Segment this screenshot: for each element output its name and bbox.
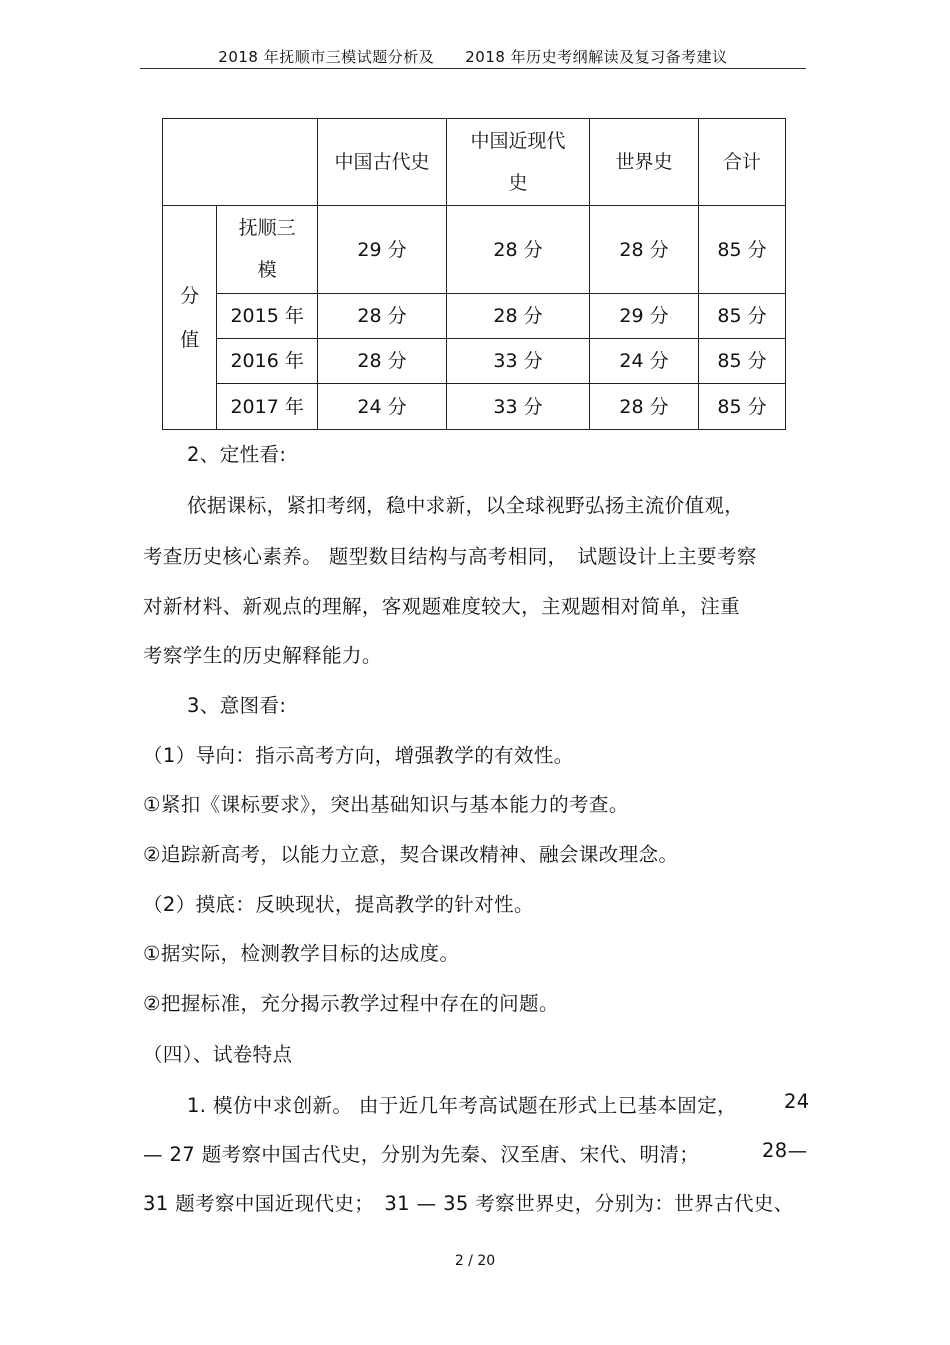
table-cell: 85 分 xyxy=(699,384,786,430)
row-label xyxy=(217,206,318,294)
table-cell: 29 分 xyxy=(590,294,699,339)
table-cell: 28 分 xyxy=(447,294,590,339)
table-cell: 24 分 xyxy=(318,384,447,430)
section-heading: 3、意图看: xyxy=(187,694,287,717)
page-number: 2 / 20 xyxy=(454,1253,496,1269)
table-cell: 28 分 xyxy=(590,384,699,430)
table-cell: 24 分 xyxy=(590,339,699,384)
table-cell: 85 分 xyxy=(699,339,786,384)
paragraph-line-tail: 28— xyxy=(762,1139,808,1162)
list-item: ①紧扣《课标要求》，突出基础知识与基本能力的考查。 xyxy=(143,793,629,816)
table-cell: 28 分 xyxy=(318,294,447,339)
paragraph-line: — 27 题考察中国古代史，分别为先秦、汉至唐、宋代、明清； xyxy=(143,1143,700,1166)
row-label: 2015 年 xyxy=(217,294,318,339)
running-header: 2018 年抚顺市三模试题分析及 2018 年历史考纲解读及复习备考建议 xyxy=(218,48,728,66)
row-group-label xyxy=(163,206,217,430)
paragraph-line: 考察学生的历史解释能力。 xyxy=(143,644,382,667)
column-header: 世界史 xyxy=(590,119,699,206)
column-header: 中国古代史 xyxy=(318,119,447,206)
header-rule xyxy=(140,68,806,69)
paragraph-line: 考查历史核心素养。 题型数目结构与高考相同， 试题设计上主要考察 xyxy=(143,545,757,568)
table-cell: 33 分 xyxy=(447,339,590,384)
list-item: （2）摸底：反映现状，提高教学的针对性。 xyxy=(143,893,534,916)
row-label-text: 抚顺三模 xyxy=(238,217,296,281)
section-heading: （四）、试卷特点 xyxy=(143,1043,293,1066)
paragraph-line-tail: 24 xyxy=(784,1090,810,1113)
row-label: 2017 年 xyxy=(217,384,318,430)
list-item: ②追踪新高考，以能力立意，契合课改精神、融会课改理念。 xyxy=(143,843,679,866)
list-item: （1）导向：指示高考方向，增强教学的有效性。 xyxy=(143,744,574,767)
column-header-text: 中国近现代史 xyxy=(470,129,566,194)
table-row xyxy=(163,206,786,294)
table-cell: 28 分 xyxy=(318,339,447,384)
list-item: ①据实际，检测教学目标的达成度。 xyxy=(143,942,460,965)
table-corner-cell xyxy=(163,119,318,206)
paragraph-line: 31 题考察中国近现代史； 31 — 35 考察世界史，分别为：世界古代史、 xyxy=(143,1192,794,1215)
column-header xyxy=(447,119,590,206)
score-table xyxy=(162,118,786,430)
paragraph-line: 对新材料、新观点的理解，客观题难度较大，主观题相对简单，注重 xyxy=(143,595,741,618)
paragraph-line: 1. 模仿中求创新。 由于近几年考高试题在形式上已基本固定， xyxy=(187,1094,738,1117)
table-header-row xyxy=(163,119,786,206)
table-cell: 33 分 xyxy=(447,384,590,430)
column-header: 合计 xyxy=(699,119,786,206)
section-heading: 2、定性看: xyxy=(187,443,287,466)
table-row xyxy=(163,339,786,384)
table-cell: 85 分 xyxy=(699,206,786,294)
table-cell: 85 分 xyxy=(699,294,786,339)
table-cell: 29 分 xyxy=(318,206,447,294)
table-row xyxy=(163,294,786,339)
table-cell: 28 分 xyxy=(590,206,699,294)
row-group-label-text: 分值 xyxy=(180,284,200,351)
paragraph-line: 依据课标，紧扣考纲，稳中求新，以全球视野弘扬主流价值观， xyxy=(187,494,745,517)
table-cell: 28 分 xyxy=(447,206,590,294)
list-item: ②把握标准，充分揭示教学过程中存在的问题。 xyxy=(143,992,559,1015)
row-label: 2016 年 xyxy=(217,339,318,384)
table-row xyxy=(163,384,786,430)
